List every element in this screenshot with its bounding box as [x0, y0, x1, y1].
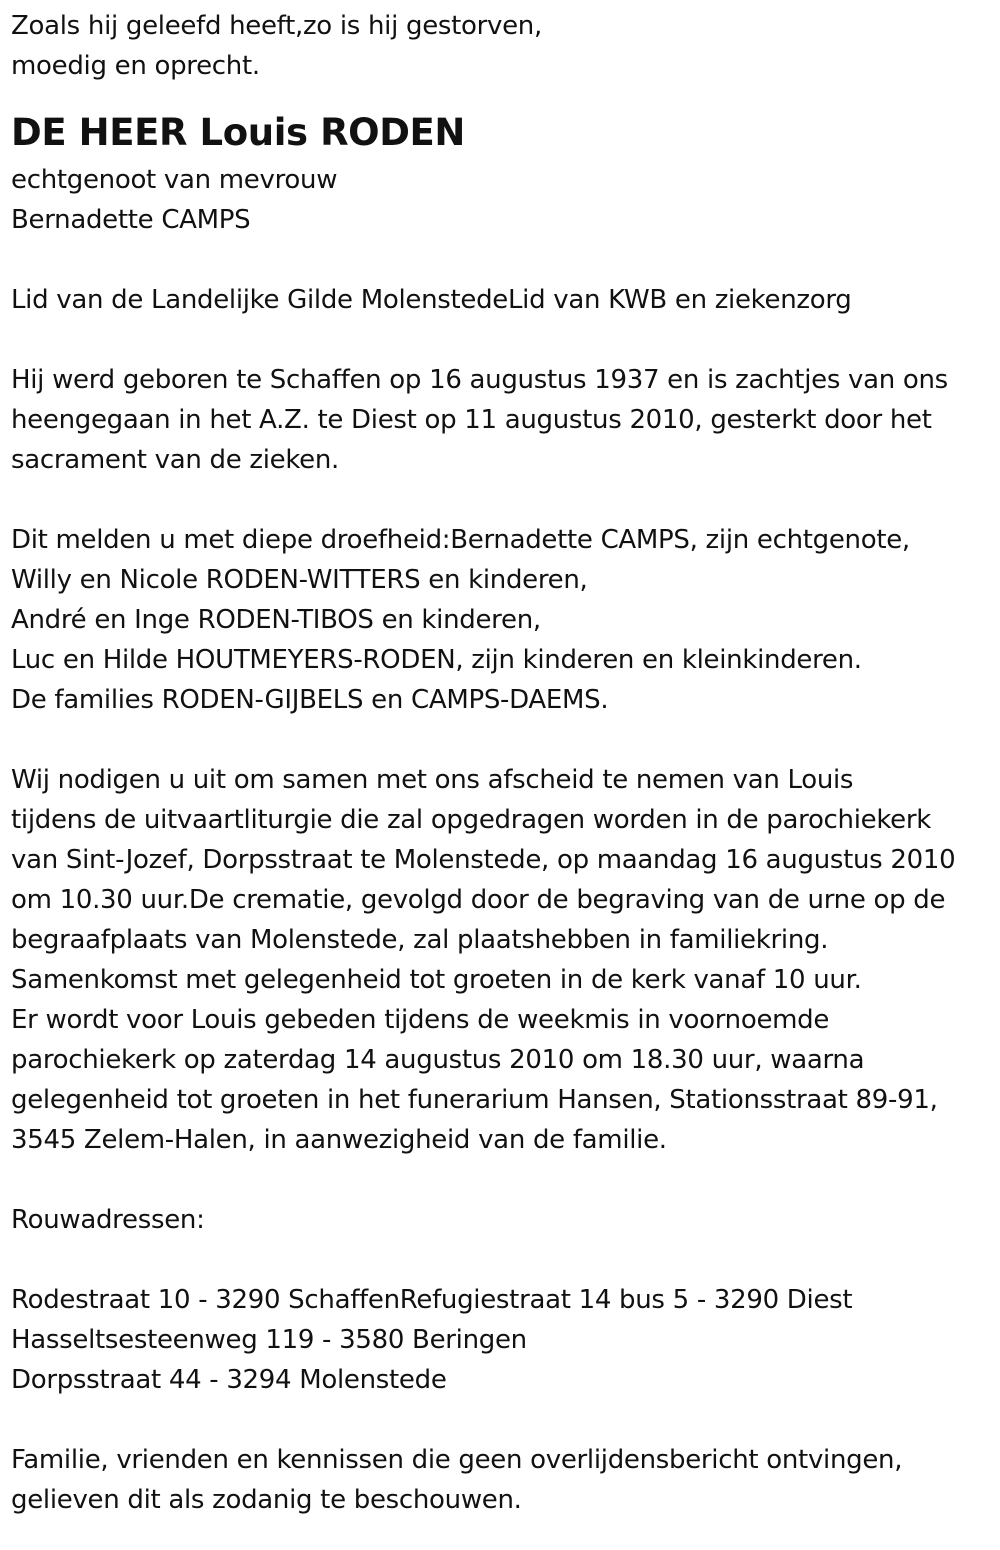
closing-line: Familie, vrienden en kennissen die geen overlijdensbericht ontvingen, [11, 1445, 903, 1475]
family-announcement [11, 520, 996, 720]
paragraph-line: sacrament van de zieken. [11, 445, 340, 475]
ceremony-paragraph [11, 760, 996, 1160]
spouse-line: echtgenoot van mevrouw [11, 165, 338, 195]
ceremony-line: 3545 Zelem-Halen, in aanwezigheid van de familie. [11, 1125, 667, 1155]
ceremony-line: begraafplaats van Molenstede, zal plaatshebben in familiekring. [11, 925, 829, 955]
spacer [11, 720, 996, 760]
spacer [11, 1160, 996, 1200]
family-line: Willy en Nicole RODEN-WITTERS en kinderen, [11, 565, 588, 595]
ceremony-line: parochiekerk op zaterdag 14 augustus 2010 om 18.30 uur, waarna [11, 1045, 865, 1075]
deceased-name-title: DE HEER Louis RODEN [11, 111, 465, 154]
quote-line: Zoals hij geleefd heeft,zo is hij gestorven, [11, 11, 542, 41]
closing-note [11, 1440, 996, 1520]
family-line: Dit melden u met diepe droefheid:Bernadette CAMPS, zijn echtgenote, [11, 525, 910, 555]
family-line: Luc en Hilde HOUTMEYERS-RODEN, zijn kinderen en kleinkinderen. [11, 645, 862, 675]
quote-line: moedig en oprecht. [11, 51, 260, 81]
opening-quote [11, 6, 996, 86]
ceremony-line: van Sint-Jozef, Dorpsstraat te Molenstede, op maandag 16 augustus 2010 [11, 845, 956, 875]
spacer [11, 240, 996, 280]
ceremony-line: gelegenheid tot groeten in het funerarium Hansen, Stationsstraat 89-91, [11, 1085, 938, 1115]
memberships [11, 280, 996, 320]
address-line: Dorpsstraat 44 - 3294 Molenstede [11, 1365, 447, 1395]
obituary-notice [11, 0, 996, 1520]
spacer [11, 480, 996, 520]
birth-death-paragraph [11, 360, 996, 480]
spacer [11, 1240, 996, 1280]
ceremony-line: om 10.30 uur.De crematie, gevolgd door de begraving van de urne op de [11, 885, 946, 915]
addresses-heading: Rouwadressen: [11, 1205, 205, 1235]
ceremony-line: Er wordt voor Louis gebeden tijdens de weekmis in voornoemde [11, 1005, 830, 1035]
membership-line: Lid van de Landelijke Gilde MolenstedeLid van KWB en ziekenzorg [11, 285, 852, 315]
paragraph-line: heengegaan in het A.Z. te Diest op 11 augustus 2010, gesterkt door het [11, 405, 932, 435]
ceremony-line: tijdens de uitvaartliturgie die zal opgedragen worden in de parochiekerk [11, 805, 932, 835]
address-line: Hasseltsesteenweg 119 - 3580 Beringen [11, 1325, 527, 1355]
spacer [11, 320, 996, 360]
closing-line: gelieven dit als zodanig te beschouwen. [11, 1485, 522, 1515]
ceremony-line: Wij nodigen u uit om samen met ons afscheid te nemen van Louis [11, 765, 854, 795]
spouse-info [11, 160, 996, 240]
family-line: De families RODEN-GIJBELS en CAMPS-DAEMS. [11, 685, 609, 715]
spacer [11, 1400, 996, 1440]
address-line: Rodestraat 10 - 3290 SchaffenRefugiestraat 14 bus 5 - 3290 Diest [11, 1285, 853, 1315]
mourning-addresses [11, 1280, 996, 1400]
paragraph-line: Hij werd geboren te Schaffen op 16 augustus 1937 en is zachtjes van ons [11, 365, 948, 395]
ceremony-line: Samenkomst met gelegenheid tot groeten in de kerk vanaf 10 uur. [11, 965, 862, 995]
spouse-line: Bernadette CAMPS [11, 205, 251, 235]
family-line: André en Inge RODEN-TIBOS en kinderen, [11, 605, 541, 635]
